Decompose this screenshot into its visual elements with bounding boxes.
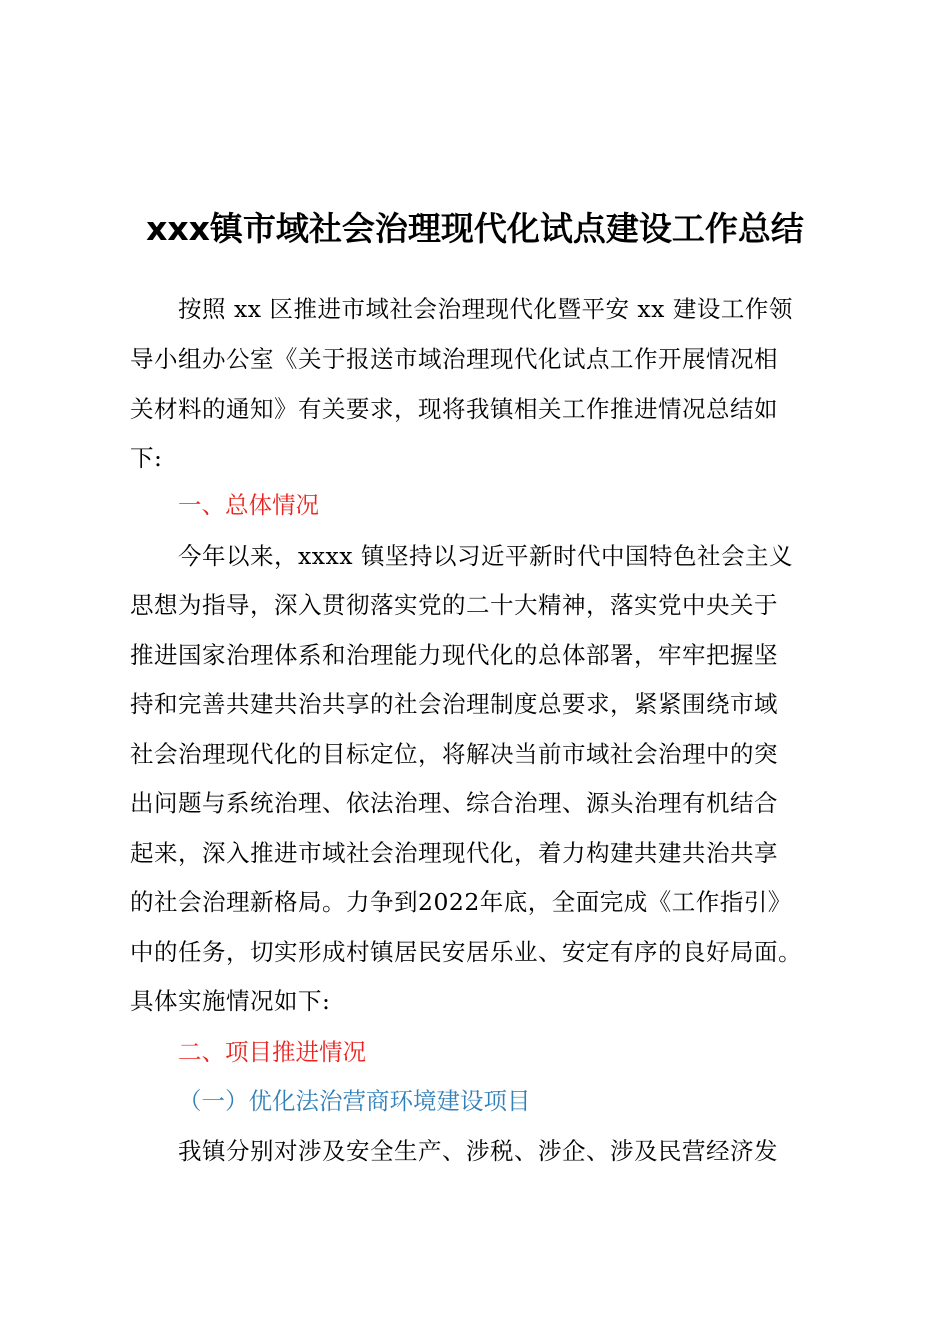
section-1-line-6: 出问题与系统治理、依法治理、综合治理、源头治理有机结合 bbox=[130, 789, 778, 817]
section-1-line-1: 今年以来，xxxx 镇坚持以习近平新时代中国特色社会主义 bbox=[178, 542, 793, 570]
section-2-heading: 二、项目推进情况 bbox=[178, 1038, 366, 1066]
section-1-line-7: 起来，深入推进市域社会治理现代化，着力构建共建共治共享 bbox=[130, 839, 778, 867]
section-1-line-4: 持和完善共建共治共享的社会治理制度总要求，紧紧围绕市域 bbox=[130, 690, 778, 718]
intro-line-2: 导小组办公室《关于报送市域治理现代化试点工作开展情况相 bbox=[130, 345, 778, 373]
intro-line-4: 下: bbox=[130, 444, 163, 472]
intro-line-1: 按照 xx 区推进市域社会治理现代化暨平安 xx 建设工作领 bbox=[178, 295, 793, 323]
document-title: xxx镇市域社会治理现代化试点建设工作总结 bbox=[146, 209, 804, 248]
section-1-line-8: 的社会治理新格局。力争到2022年底，全面完成《工作指引》 bbox=[130, 888, 792, 916]
section-1-line-3: 推进国家治理体系和治理能力现代化的总体部署，牢牢把握坚 bbox=[130, 641, 778, 669]
section-1-line-2: 思想为指导，深入贯彻落实党的二十大精神，落实党中央关于 bbox=[130, 591, 778, 619]
section-1-heading: 一、总体情况 bbox=[178, 491, 319, 519]
subsection-1-heading: （一）优化法治营商环境建设项目 bbox=[178, 1087, 531, 1115]
subsection-1-line-1: 我镇分别对涉及安全生产、涉税、涉企、涉及民营经济发 bbox=[178, 1137, 778, 1165]
section-1-line-5: 社会治理现代化的目标定位，将解决当前市域社会治理中的突 bbox=[130, 740, 778, 768]
section-1-line-9: 中的任务，切实形成村镇居民安居乐业、安定有序的良好局面。 bbox=[130, 938, 802, 966]
section-1-line-10: 具体实施情况如下: bbox=[130, 987, 331, 1015]
intro-line-3: 关材料的通知》有关要求，现将我镇相关工作推进情况总结如 bbox=[130, 395, 778, 423]
